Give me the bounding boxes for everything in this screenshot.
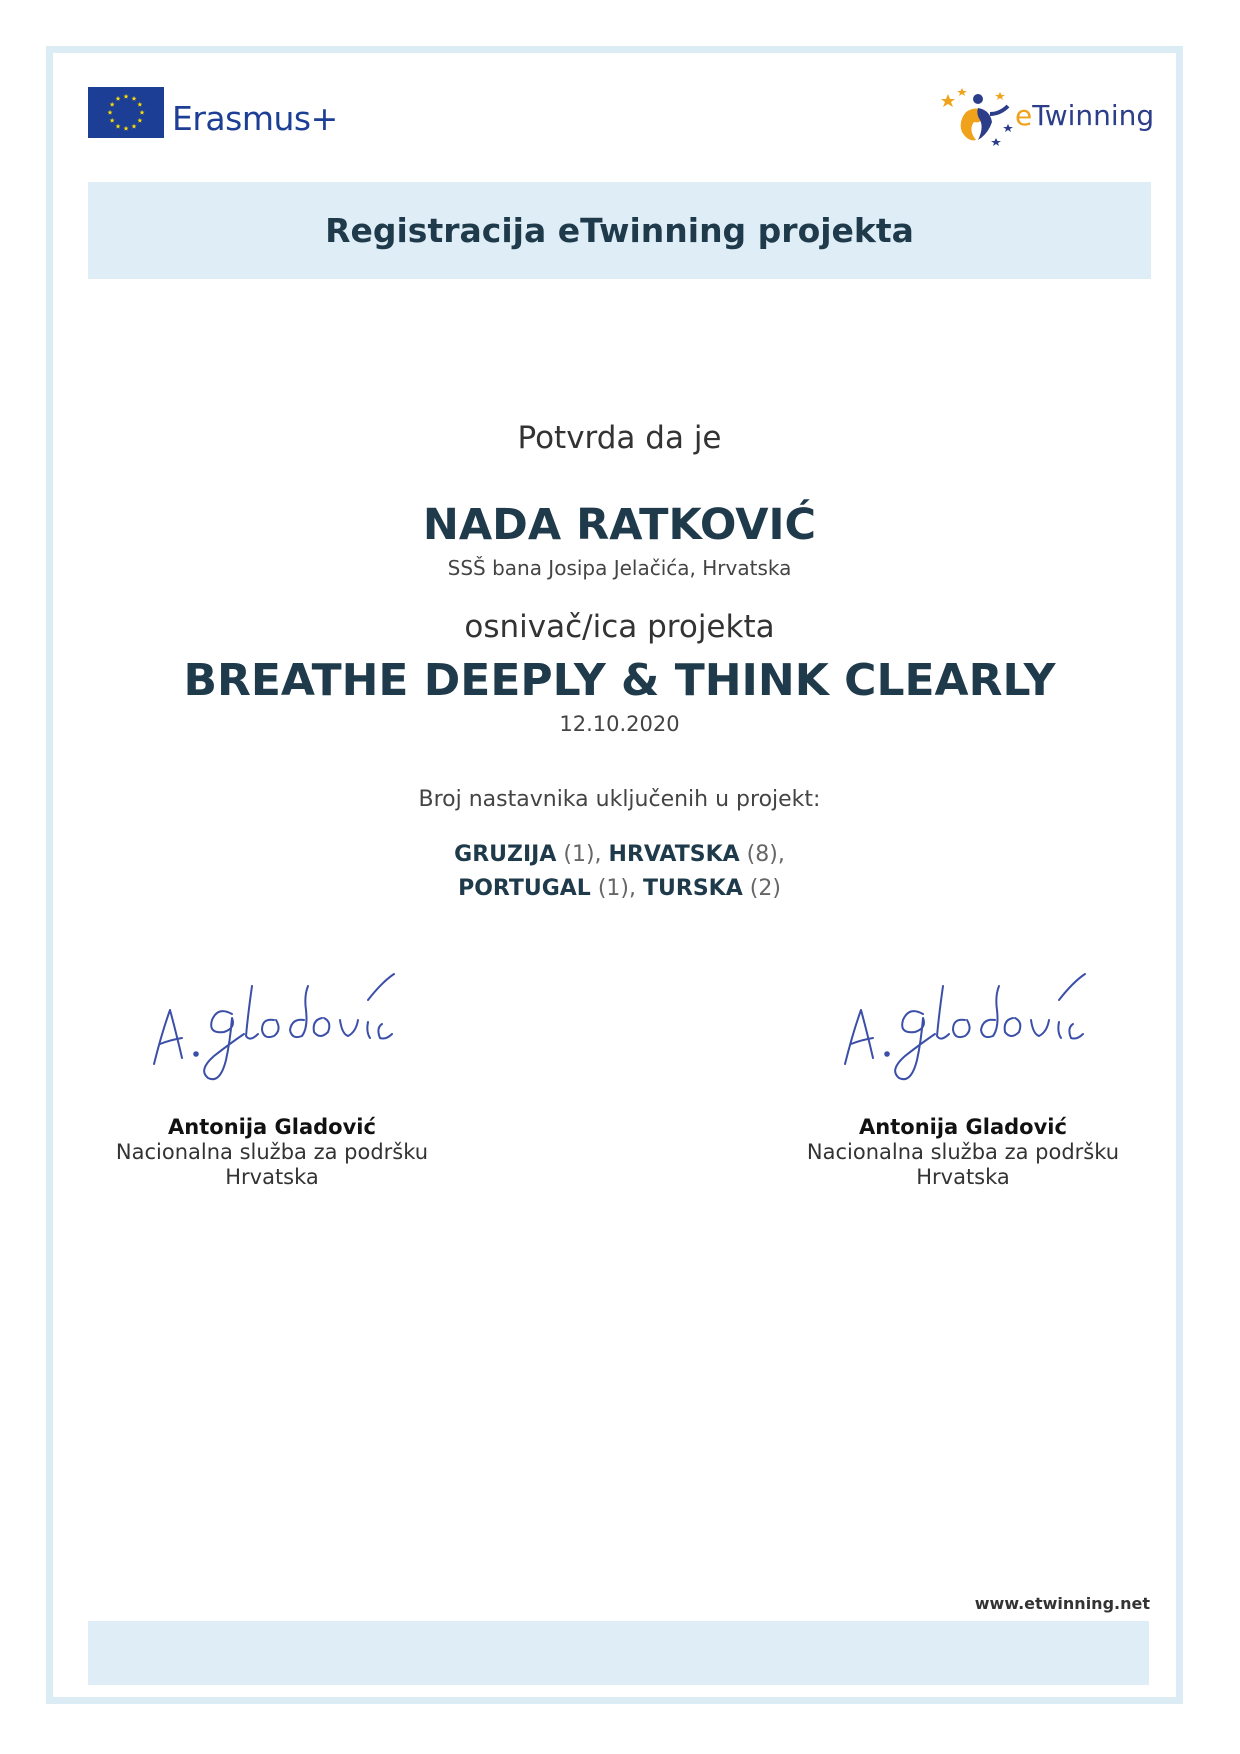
signature-block-left bbox=[107, 962, 437, 1190]
country-name: PORTUGAL bbox=[458, 876, 591, 901]
eu-flag-icon bbox=[88, 87, 164, 138]
teachers-count-label: Broj nastavnika uključenih u projekt: bbox=[418, 787, 821, 812]
handwritten-signature bbox=[823, 962, 1103, 1087]
etwinning-logo-text: eTwinning bbox=[1015, 99, 1155, 132]
recipient-school: SSŠ bana Josipa Jelačića, Hrvatska bbox=[447, 556, 792, 580]
country-list-line-2: PORTUGAL (1), TURSKA (2) bbox=[458, 876, 781, 901]
country-list-line-1: GRUZIJA (1), HRVATSKA (8), bbox=[454, 842, 785, 867]
recipient-name: NADA RATKOVIĆ bbox=[422, 500, 817, 550]
title-band bbox=[88, 182, 1151, 279]
country-count: (2) bbox=[749, 876, 781, 901]
etwinning-website-link[interactable]: www.etwinning.net bbox=[974, 1594, 1150, 1613]
project-date: 12.10.2020 bbox=[559, 712, 680, 736]
country-count: (1) bbox=[563, 842, 595, 867]
signer-organization: Nacionalna služba za podršku bbox=[115, 1140, 429, 1164]
etwinning-logo bbox=[938, 84, 1153, 156]
signer-country: Hrvatska bbox=[225, 1165, 319, 1189]
country-name: TURSKA bbox=[643, 876, 743, 901]
country-name: GRUZIJA bbox=[454, 842, 557, 867]
signer-organization: Nacionalna služba za podršku bbox=[806, 1140, 1120, 1164]
handwritten-signature bbox=[132, 962, 412, 1087]
signer-country: Hrvatska bbox=[916, 1165, 1010, 1189]
etwinning-figures-icon bbox=[938, 84, 1014, 154]
project-name: BREATHE DEEPLY & THINK CLEARLY bbox=[183, 655, 1056, 706]
recipient-role: osnivač/ica projekta bbox=[464, 609, 775, 645]
country-count: (1) bbox=[597, 876, 630, 901]
document-title: Registracija eTwinning projekta bbox=[325, 211, 914, 250]
signer-name: Antonija Gladović bbox=[859, 1115, 1067, 1139]
country-list bbox=[88, 838, 1151, 906]
signer-name: Antonija Gladović bbox=[168, 1115, 376, 1139]
footer-band bbox=[88, 1621, 1149, 1685]
erasmus-plus-logo bbox=[88, 87, 358, 139]
erasmus-logo-text: Erasmus+ bbox=[172, 99, 338, 138]
confirmation-intro: Potvrda da je bbox=[517, 420, 722, 456]
country-name: HRVATSKA bbox=[608, 842, 740, 867]
country-count: (8) bbox=[746, 842, 778, 867]
signature-block-right bbox=[798, 962, 1128, 1190]
